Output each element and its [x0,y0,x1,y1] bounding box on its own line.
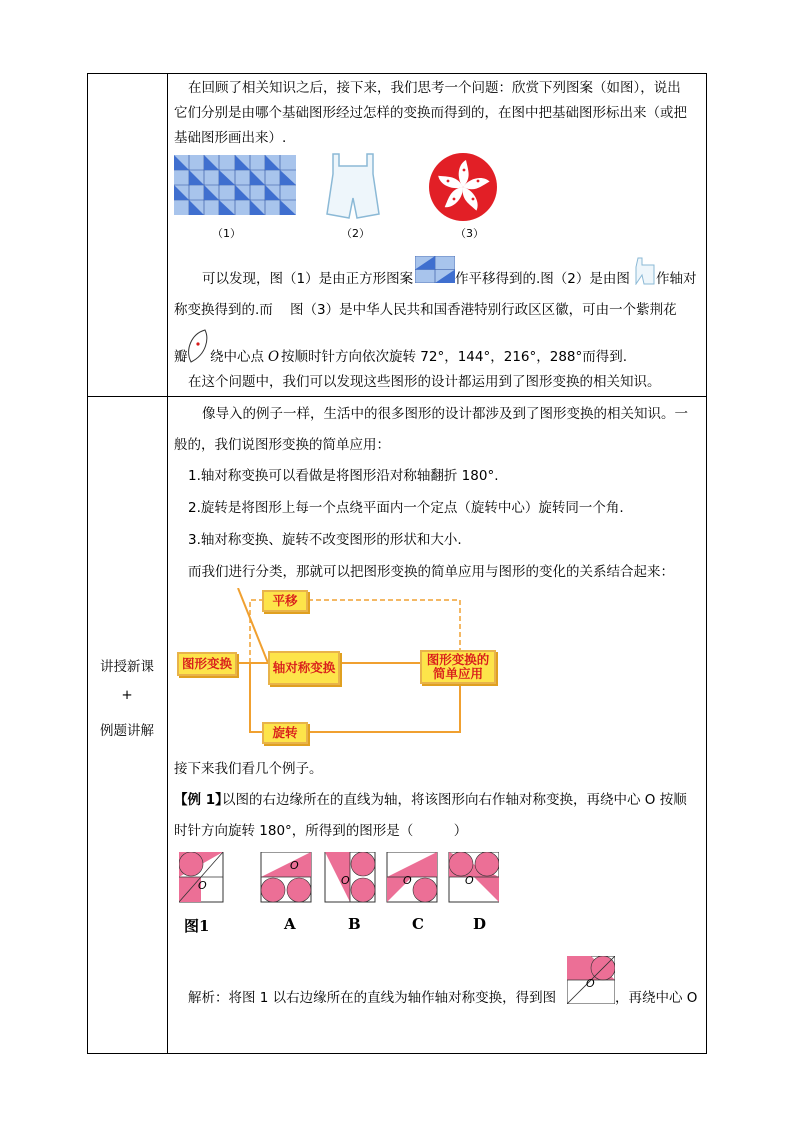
option-c-o-mark: O [403,874,412,887]
node-application-line-2: 简单应用 [432,666,483,681]
option-c-label: C [412,915,424,933]
option-a-o-mark: O [290,859,299,872]
found-text-h: 按顺时针方向依次旋转 72°，144°，216°，288°而得到. [281,349,628,365]
tiled-pattern-figure [174,155,296,215]
node-rotate: 旋转 [262,722,308,744]
fig1-o-mark: O [198,879,207,892]
section2-intro-1: 像导入的例子一样，生活中的很多图形的设计都涉及到了图形变换的相关知识。一 [202,406,688,422]
option-b-o-mark: O [341,874,350,887]
option-d-shape [449,852,499,902]
option-a-shape [261,852,311,902]
overalls-figure [325,152,381,222]
option-c-shape [387,852,437,902]
caption-1: （1） [212,227,241,240]
left-label-line-2: + [121,687,133,703]
example-line-1: 以图的右边缘所在的直线为轴，将该图形向右作轴对称变换，再绕中心 O 按顺 [222,792,687,808]
column-divider [167,73,168,1054]
center-o-label: O [268,349,280,365]
example-tag: 【例 1】 [174,792,229,808]
caption-2: （2） [341,227,370,240]
found-text-a: 可以发现，图（1）是由正方形图案 [202,271,414,287]
rule-item-1: 1.轴对称变换可以看做是将图形沿对称轴翻折 180°. [188,468,499,484]
fig1-label: 图1 [184,917,210,935]
node-translate: 平移 [262,590,308,612]
left-label-line-1: 讲授新课 [100,659,154,675]
intro-line-3: 基础图形画出来）. [174,130,287,146]
option-b-label: B [348,915,361,933]
rule-item-3: 3.轴对称变换、旋转不改变图形的形状和大小. [188,532,462,548]
node-application-line-1: 图形变换的 [426,652,490,667]
analysis-text-a: 解析：将图 1 以右边缘所在的直线为轴作轴对称变换，得到图 [188,990,557,1006]
found-text-c: 作轴对 [656,271,697,287]
option-a-label: A [284,915,296,933]
found-text-g: 绕中心点 [210,349,264,365]
analysis-text-b: ，再绕中心 O [615,990,698,1006]
classify-text: 而我们进行分类，那就可以把图形变换的简单应用与图形的变化的关系结合起来： [188,564,674,580]
conclusion-text: 在这个问题中，我们可以发现这些图形的设计都运用到了图形变换的相关知识。 [188,374,661,390]
square-tile-icon [415,256,455,283]
option-figures [179,852,499,904]
petal-icon [187,328,211,364]
example-line-2: 时针方向旋转 180°，所得到的图形是（ ） [174,823,468,839]
rule-item-2: 2.旋转是将图形上每一个点绕平面内一个定点（旋转中心）旋转同一个角. [188,500,624,516]
found-text-d: 称变换得到的.而 [174,302,273,318]
node-reflect: 轴对称变换 [268,651,340,685]
half-overalls-icon [634,257,656,285]
row-divider [87,396,707,397]
hk-emblem-figure [428,152,498,222]
option-d-label: D [473,915,487,933]
node-transform: 图形变换 [177,652,237,676]
option-d-o-mark: O [465,874,474,887]
node-application [420,650,496,684]
left-label-line-3: 例题讲解 [100,723,154,739]
next-examples-text: 接下来我们看几个例子。 [174,761,323,777]
reflected-o-mark: O [586,977,595,990]
found-text-f: 瓣 [174,349,188,365]
caption-3: （3） [455,227,484,240]
intro-line-1: 在回顾了相关知识之后，接下来，我们思考一个问题：欣赏下列图案（如图），说出 [188,80,681,96]
section2-intro-2: 般的，我们说图形变换的简单应用： [174,437,390,453]
found-text-b: 作平移得到的.图（2）是由图 [455,271,630,287]
option-b-shape [325,852,375,902]
found-text-e: 图（3）是中华人民共和国香港特别行政区区徽，可由一个紫荆花 [290,302,677,318]
intro-line-2: 它们分别是由哪个基础图形经过怎样的变换而得到的，在图中把基础图形标出来（或把 [174,105,687,121]
